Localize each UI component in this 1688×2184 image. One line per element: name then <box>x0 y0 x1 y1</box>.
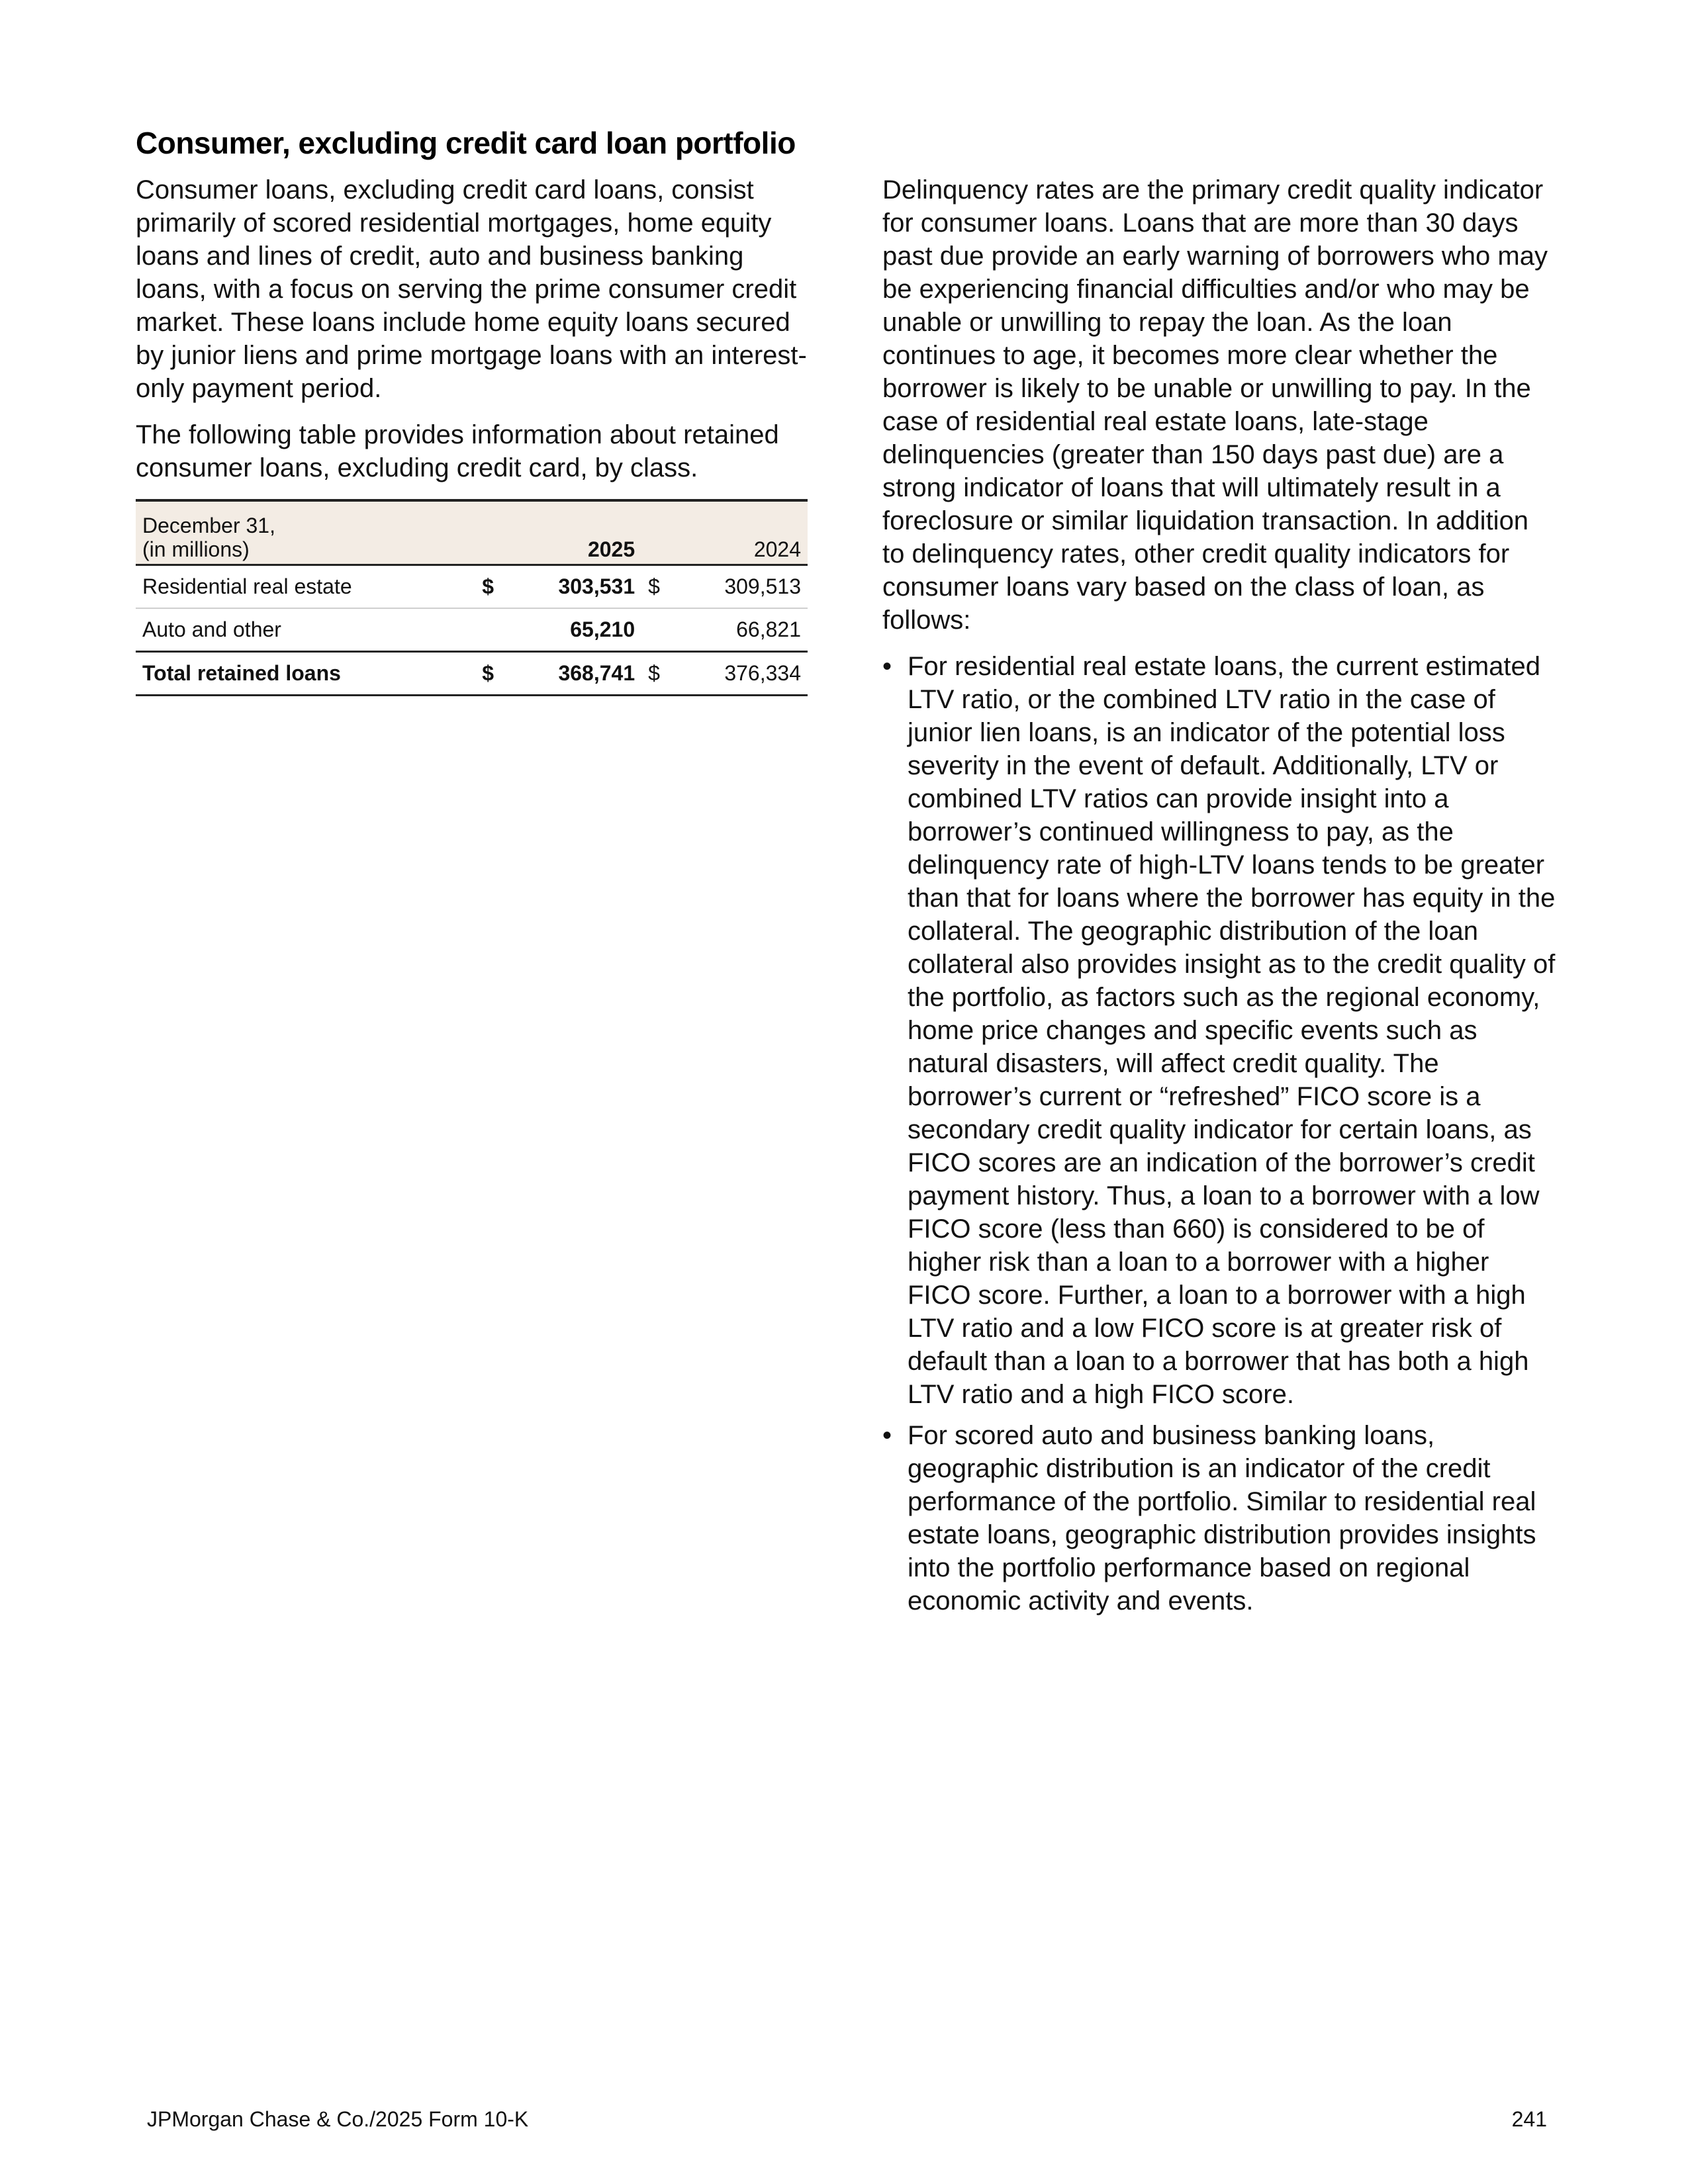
list-item <box>882 1419 1558 1617</box>
table-total-row <box>136 652 808 696</box>
bullet-icon: • <box>882 652 892 681</box>
delinquency-paragraph: Delinquency rates are the primary credit quality indicator for consumer loans. Loans that are more than 30 days past due provide an early warning of borrowers who may be experiencing financial difficulties and/or who may be unable or unwilling to repay the loan. As the loan continues to age, it becomes more clear whether the borrower is likely to be unable or unwilling to pay. In the case of residential real estate loans, late-stage delinquencies (greater than 150 days past due) are a strong indicator of loans that will ultimately result in a foreclosure or similar liquidation transaction. In addition to delinquency rates, other credit quality indicators for consumer loans vary based on the class of loan, as follows: <box>882 175 1548 635</box>
currency-symbol <box>475 608 504 652</box>
table-row <box>136 565 808 609</box>
footer-document-title: JPMorgan Chase & Co./2025 Form 10-K <box>147 2107 529 2131</box>
header-year-current: 2025 <box>475 500 641 565</box>
value-current: 65,210 <box>504 608 641 652</box>
table-row <box>136 608 808 652</box>
currency-symbol: $ <box>641 652 671 696</box>
total-prior: 376,334 <box>671 652 808 696</box>
currency-symbol <box>641 608 671 652</box>
currency-symbol: $ <box>475 652 504 696</box>
currency-symbol: $ <box>641 565 671 609</box>
value-prior: 309,513 <box>671 565 808 609</box>
left-column <box>136 173 814 696</box>
value-current: 303,531 <box>504 565 641 609</box>
value-prior: 66,821 <box>671 608 808 652</box>
credit-quality-bullet-list <box>882 650 1558 1617</box>
currency-symbol: $ <box>475 565 504 609</box>
row-label: Residential real estate <box>136 565 475 609</box>
retained-loans-table <box>136 499 808 696</box>
header-date-label: December 31, <box>142 514 275 537</box>
table-header-row <box>136 500 808 565</box>
intro-paragraph: Consumer loans, excluding credit card loans, consist primarily of scored residential mortgages, home equity loans and lines of credit, auto and business banking loans, with a focus on serving the prime consumer credit market. These loans include home equity loans secured by junior liens and prime mortgage loans with an interest-only payment period. <box>136 175 807 403</box>
section-title: Consumer, excluding credit card loan portfolio <box>136 126 796 160</box>
table-intro-paragraph: The following table provides information about retained consumer loans, excluding credit card, by class. <box>136 420 779 482</box>
bullet-text: For scored auto and business banking loans, geographic distribution is an indicator of the credit performance of the portfolio. Similar to residential real estate loans, geographic distribution provides insights into the portfolio performance based on regional economic activity and events. <box>908 1421 1536 1615</box>
header-year-prior: 2024 <box>641 500 808 565</box>
page-number: 241 <box>1511 2107 1547 2131</box>
right-column <box>882 173 1558 1625</box>
header-units-label: (in millions) <box>142 537 250 561</box>
total-current: 368,741 <box>504 652 641 696</box>
bullet-text: For residential real estate loans, the current estimated LTV ratio, or the combined LTV ratio in the case of junior lien loans, is an indicator of the potential loss severity in the event of default. Additionally, LTV or combined LTV ratios can provide insight into a borrower’s continued willingness to pay, as the delinquency rate of high-LTV loans tends to be greater than that for loans where the borrower has equity in the collateral. The geographic distribution of the loan collateral also provides insight as to the credit quality of the portfolio, as factors such as the regional economy, home price changes and specific events such as natural disasters, will affect credit quality. The borrower’s current or “refreshed” FICO score is a secondary credit quality indicator for certain loans, as FICO scores are an indication of the borrower’s credit payment history. Thus, a loan to a borrower with a low FICO score (less than 660) is considered to be of higher risk than a loan to a borrower with a higher FICO score. Further, a loan to a borrower with a high LTV ratio and a low FICO score is at greater risk of default than a loan to a borrower that has both a high LTV ratio and a high FICO score. <box>908 652 1556 1409</box>
table-header-label <box>136 500 475 565</box>
bullet-icon: • <box>882 1421 892 1450</box>
row-label: Auto and other <box>136 608 475 652</box>
list-item <box>882 650 1558 1411</box>
total-label: Total retained loans <box>136 652 475 696</box>
